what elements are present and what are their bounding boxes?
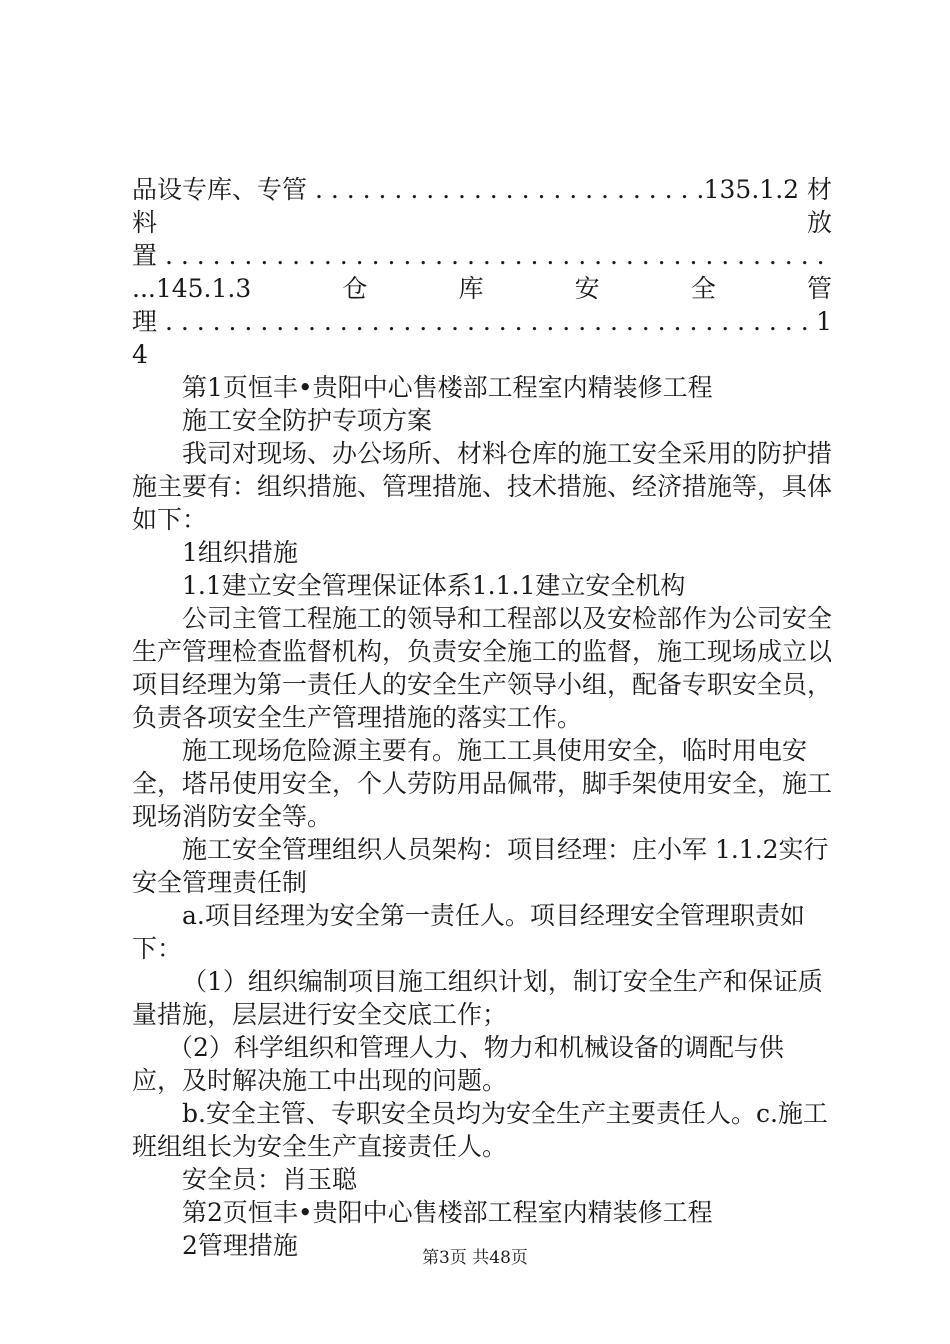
section-heading: 1.1建立安全管理保证体系1.1.1建立安全机构 <box>182 571 686 600</box>
section-heading: 1组织措施 <box>182 538 298 567</box>
paragraph: a.项目经理为安全第一责任人。项目经理安全管理职责如下： <box>132 901 805 963</box>
toc-entry-number: 1 <box>816 307 832 336</box>
toc-entry-text: 理 . . . <box>132 305 816 338</box>
toc-line <box>132 206 832 239</box>
paragraph: 我司对现场、办公场所、材料仓库的施工安全采用的防护措施主要有：组织措施、管理措施、技术措施、经济措施等，具体如下： <box>132 439 833 534</box>
toc-line <box>132 239 832 272</box>
toc-entry-text: 库 <box>458 274 484 303</box>
toc-entry-text: 仓 <box>342 274 368 303</box>
toc-line <box>132 272 832 305</box>
toc-entry-number: 135.1.2 材 <box>703 175 832 204</box>
paragraph: b.安全主管、专职安全员均为安全生产主要责任人。c.施工班组组长为安全生产直接责任人。 <box>132 1099 828 1161</box>
paragraph: 公司主管工程施工的领导和工程部以及安检部作为公司安全生产管理检查监督机构，负责安全施工的监督，施工现场成立以项目经理为第一责任人的安全生产领导小组，配备专职安全员，负责各项安全生产管理措施的落实工作。 <box>132 604 833 732</box>
section-heading: 2管理措施 <box>182 1231 298 1260</box>
running-header: 第2页恒丰•贵阳中心售楼部工程室内精装修工程 <box>182 1198 713 1227</box>
list-item: （1）组织编制项目施工组织计划，制订安全生产和保证质量措施，层层进行安全交底工作； <box>132 967 823 1029</box>
document-title: 施工安全防护专项方案 <box>182 406 433 435</box>
toc-line <box>132 173 832 206</box>
list-item: （2）科学组织和管理人力、物力和机械设备的调配与供应，及时解决施工中出现的问题。 <box>132 1033 784 1095</box>
paragraph: 安全员：肖玉聪 <box>182 1165 358 1194</box>
toc-entry-text: 品设专库、专管 . . . <box>132 173 704 206</box>
document-content <box>132 173 832 1262</box>
toc-entry-text: 安 <box>574 274 600 303</box>
toc-entry-text: 置 . . . <box>132 239 832 272</box>
page-footer: 第3页 共48页 <box>422 1248 528 1268</box>
toc-entry-text: 料 <box>132 208 158 237</box>
toc-line <box>132 305 832 338</box>
toc-entry-number: ...145.1.3 <box>132 274 252 303</box>
paragraph: 施工现场危险源主要有。施工工具使用安全，临时用电安全，塔吊使用安全，个人劳防用品佩带，脚手架使用安全，施工现场消防安全等。 <box>132 736 833 831</box>
paragraph: 施工安全管理组织人员架构：项目经理：庄小军 1.1.2实行安全管理责任制 <box>132 835 829 897</box>
running-header: 第1页恒丰•贵阳中心售楼部工程室内精装修工程 <box>182 373 713 402</box>
toc-entry-text: 管 <box>806 274 832 303</box>
toc-line: 4 <box>132 340 148 369</box>
toc-entry-text: 全 <box>690 274 716 303</box>
toc-entry-text: 放 <box>806 208 832 237</box>
